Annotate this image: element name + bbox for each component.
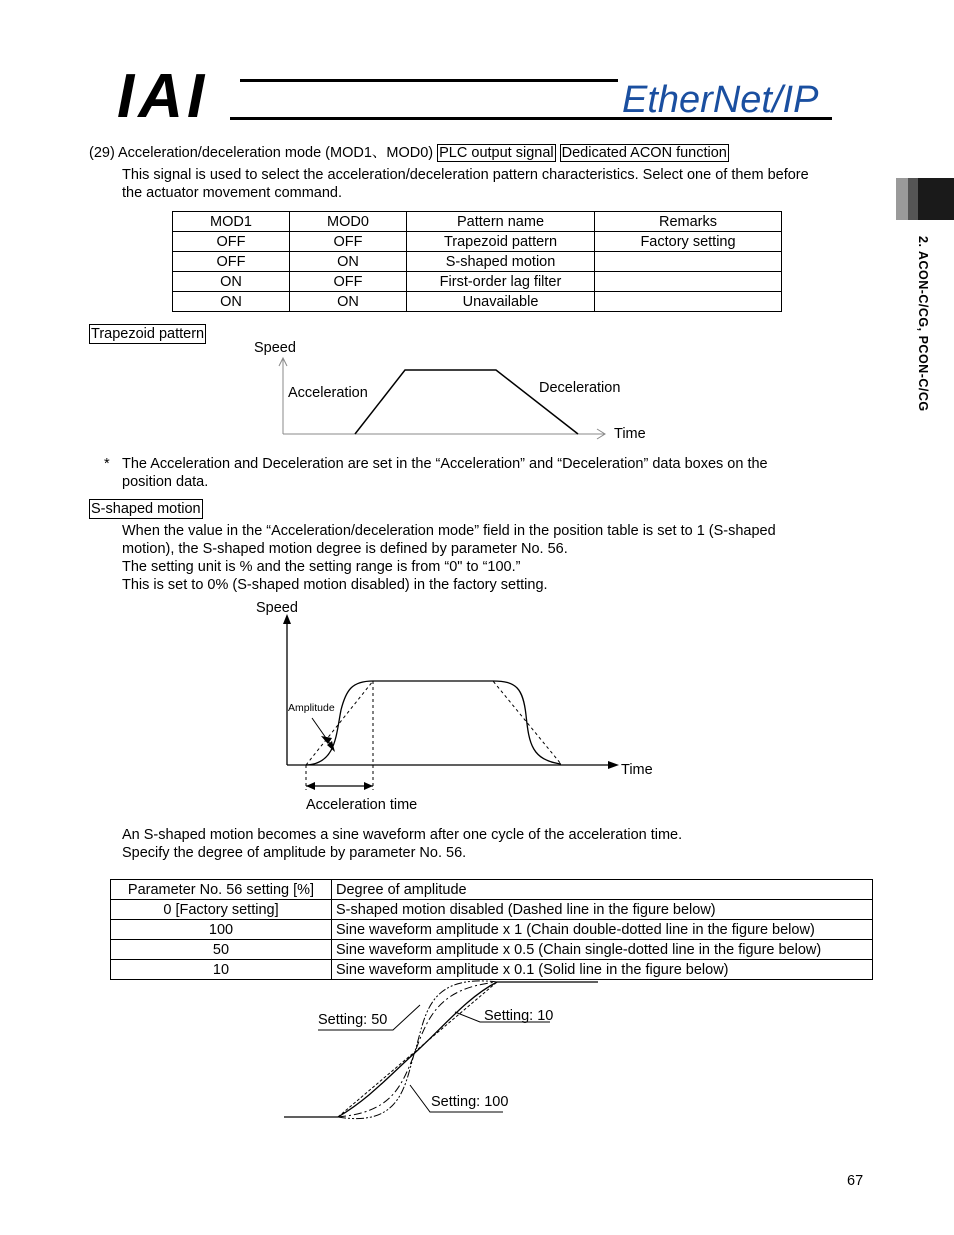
label-setting-10: Setting: 10 <box>484 1008 554 1024</box>
header-cell: Remarks <box>595 212 782 232</box>
amplitude-label: Amplitude <box>288 702 335 714</box>
section-desc-line1: This signal is used to select the acceleration/deceleration pattern characteristics. Select one of them before <box>122 167 809 183</box>
section-desc-line2: the actuator movement command. <box>122 185 343 201</box>
section-heading-text: (29) Acceleration/deceleration mode (MOD1、MOD0) <box>89 145 434 161</box>
iai-logo: IAI <box>117 62 209 131</box>
trap-decel-label: Deceleration <box>539 380 621 396</box>
header-cell: MOD1 <box>173 212 290 232</box>
table-cell: ON <box>290 292 407 312</box>
s-motion-label: S-shaped motion <box>91 501 201 517</box>
table-cell: S-shaped motion <box>407 252 595 272</box>
header-cell: MOD0 <box>290 212 407 232</box>
table-cell: ON <box>290 252 407 272</box>
s-motion-p3: The setting unit is % and the setting range is from “0" to “100.” <box>122 559 521 575</box>
table-cell: 50 <box>111 940 332 960</box>
s-motion-p6: Specify the degree of amplitude by parameter No. 56. <box>122 845 467 861</box>
table-cell: ON <box>173 272 290 292</box>
table-cell: ON <box>173 292 290 312</box>
plc-output-signal-tag: PLC output signal <box>439 145 554 161</box>
table-cell: S-shaped motion disabled (Dashed line in the figure below) <box>332 900 873 920</box>
header-cell: Pattern name <box>407 212 595 232</box>
label-setting-100: Setting: 100 <box>431 1094 509 1110</box>
table-cell: OFF <box>173 252 290 272</box>
table-cell: OFF <box>173 232 290 252</box>
table-cell: Factory setting <box>595 232 782 252</box>
accel-time-label: Acceleration time <box>306 797 418 813</box>
s-motion-p5: An S-shaped motion becomes a sine waveform after one cycle of the acceleration time. <box>122 827 683 843</box>
trap-speed-label: Speed <box>254 340 296 356</box>
note-line1: The Acceleration and Deceleration are set in the “Acceleration” and “Deceleration” data boxes on the <box>122 456 768 472</box>
table-cell: 0 [Factory setting] <box>111 900 332 920</box>
header-cell: Parameter No. 56 setting [%] <box>111 880 332 900</box>
trapezoid-label: Trapezoid pattern <box>91 326 205 342</box>
table-cell: Unavailable <box>407 292 595 312</box>
trap-accel-label: Acceleration <box>288 385 368 401</box>
s-speed-label: Speed <box>256 600 298 616</box>
table-cell: OFF <box>290 232 407 252</box>
s-time-label: Time <box>621 762 653 778</box>
ethernet-ip-logo: EtherNet/IP <box>622 79 819 121</box>
s-motion-p2: motion), the S-shaped motion degree is defined by parameter No. 56. <box>122 541 568 557</box>
table-cell: First-order lag filter <box>407 272 595 292</box>
table-cell: 100 <box>111 920 332 940</box>
table-cell: Trapezoid pattern <box>407 232 595 252</box>
table-cell: Sine waveform amplitude x 0.5 (Chain single-dotted line in the figure below) <box>332 940 873 960</box>
table-cell: OFF <box>290 272 407 292</box>
table-cell: 10 <box>111 960 332 980</box>
side-tab-label: 2. ACON-C/CG, PCON-C/CG <box>916 236 930 412</box>
note-line2: position data. <box>122 474 209 490</box>
label-setting-50: Setting: 50 <box>318 1012 388 1028</box>
trap-time-label: Time <box>614 426 646 442</box>
table-cell: Sine waveform amplitude x 1 (Chain double-dotted line in the figure below) <box>332 920 873 940</box>
s-motion-p1: When the value in the “Acceleration/deceleration mode” field in the position table is set to 1 (S-shaped <box>122 523 776 539</box>
note-mark: * <box>104 456 110 472</box>
dedicated-acon-tag: Dedicated ACON function <box>561 145 727 161</box>
header-cell: Degree of amplitude <box>332 880 873 900</box>
page-number: 67 <box>847 1173 864 1189</box>
s-motion-p4: This is set to 0% (S-shaped motion disabled) in the factory setting. <box>122 577 548 593</box>
table-cell: Sine waveform amplitude x 0.1 (Solid line in the figure below) <box>332 960 873 980</box>
